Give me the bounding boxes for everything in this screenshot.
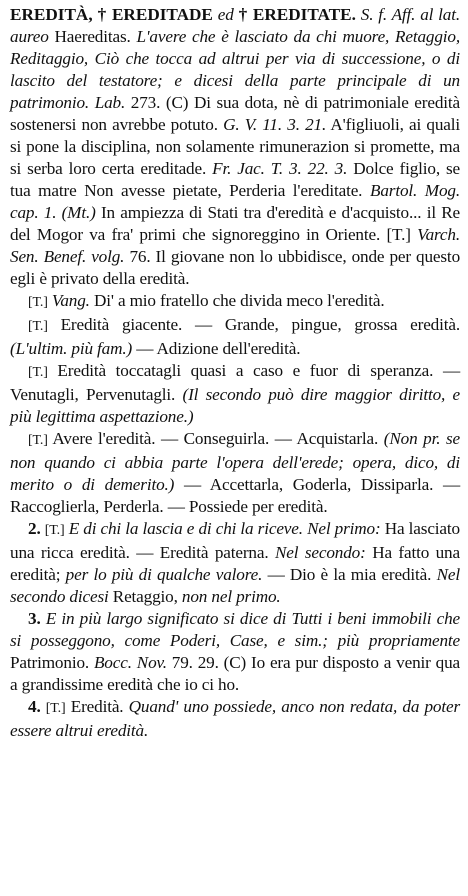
sense-3 xyxy=(10,608,460,696)
paragraph-text: Avere l'eredità. — Conseguirla. — Acquistarla. xyxy=(52,429,379,448)
citation-ref: Bocc. Nov. xyxy=(93,653,167,672)
paragraph-vang xyxy=(10,290,460,314)
paragraph-text: — Adizione dell'eredità. xyxy=(136,339,301,358)
citation-ref: Fr. Jac. T. 3. 22. 3. xyxy=(212,159,348,178)
usage-note: per lo più di qualche valore. xyxy=(65,565,263,584)
paragraph-giacente xyxy=(10,314,460,360)
citation-ref: Vang. xyxy=(51,291,90,310)
sense-text: Patrimonio. xyxy=(10,653,90,672)
definition: L'avere che è lasciato da chi muore, Retaggio, Reditaggio, Ciò che tocca ad altrui per via di successione, o di lascito del testatore; e dicesi della parte principale di un patrimonio. xyxy=(10,27,460,112)
headword: EREDITÀ, † EREDITADE xyxy=(10,5,213,24)
citation-text: Dolce figlio, se tua matre Non avesse pietate, Perderia l'ereditate. xyxy=(10,159,460,200)
sense-text: — Dio è la mia eredità. xyxy=(267,565,432,584)
tommaseo-tag: [T.] xyxy=(28,433,48,448)
sense-intro: E di chi la lascia e di chi la riceve. Nel primo: xyxy=(68,519,381,538)
citation-ref: Varch. Sen. Benef. volg. xyxy=(10,225,460,266)
citation-text: In ampiezza di Stati tra d'eredità e d'acquisto... il Re del Mogor va fra' primi che signoreggino in Oriente. [T.] xyxy=(10,203,460,244)
sense-2 xyxy=(10,518,460,608)
tommaseo-tag: [T.] xyxy=(28,319,48,334)
sense-intro: E in più largo significato si dice di xyxy=(45,609,287,628)
sense-label: Nel secondo dicesi xyxy=(10,565,461,606)
sense-label: Nel secondo: xyxy=(274,543,366,562)
citation-ref: G. V. 11. 3. 21. xyxy=(223,115,327,134)
dictionary-entry xyxy=(10,4,460,742)
paragraph-text: Eredità giacente. — Grande, pingue, grossa eredità. xyxy=(60,315,460,334)
tommaseo-tag: [T.] xyxy=(44,523,65,538)
paragraph-text: Eredità toccatagli quasi a caso e fuor di speranza. — Venutagli, Pervenutagli. xyxy=(10,361,460,404)
citation-text: 273. (C) Di sua dota, nè di patrimoniale eredità sostenersi non avrebbe potuto. xyxy=(10,93,461,134)
tommaseo-tag: [T.] xyxy=(28,365,48,380)
paragraph-text: — Accettarla, Goderla, Dissiparla. — Raccoglierla, Perderla. — Possiede per eredità. xyxy=(10,475,460,516)
usage-note: (Non pr. se non quando ci abbia parte l'opera dell'erede; opera, dico, di merito o di demerito.) xyxy=(10,429,461,494)
sense-number: 3. xyxy=(28,609,41,628)
sense-number: 2. xyxy=(28,519,41,538)
citation-ref: Bartol. Mog. cap. 1. (Mt.) xyxy=(10,181,460,222)
latin-etymon: Haereditas. xyxy=(54,27,131,46)
citation-text: 76. Il giovane non lo ubbidisce, onde per questo egli è privato della eredità. xyxy=(10,247,461,288)
tommaseo-tag: [T.] xyxy=(45,701,66,716)
citation-ref: Lab. xyxy=(94,93,126,112)
sense-text: Retaggio, xyxy=(112,587,178,606)
sense-text: Ha lasciato una ricca eredità. — Eredità paterna. xyxy=(10,519,460,562)
entry-main xyxy=(10,4,460,290)
citation-text: A'figliuoli, ai quali si pone la disciplina, non solamente rimunerazion si promette, ma si serba loro certa ereditade. xyxy=(10,115,461,178)
sense-4 xyxy=(10,696,460,742)
paragraph-text: Di' a mio fratello che divida meco l'eredità. xyxy=(93,291,385,310)
citation-text: 79. 29. (C) Io era pur disposto a venir qua a grandissime eredità che io ci ho. xyxy=(10,653,460,694)
usage-note: non nel primo. xyxy=(181,587,281,606)
paragraph-toccatagli xyxy=(10,360,460,428)
usage-note: (Il secondo può dire maggior diritto, e più legittima aspettazione.) xyxy=(10,385,460,426)
paragraph-avere xyxy=(10,428,460,518)
sense-text: Tutti i beni immobili che si posseggono, come Poderi, Case, xyxy=(10,609,460,650)
grammar-label: S. f. Aff. al lat. aureo xyxy=(10,5,460,46)
usage-note: Quand' uno possiede, anco non redata, da poter essere altrui eredità. xyxy=(10,697,460,740)
sense-text: Ha fatto una eredità; xyxy=(10,543,460,584)
conjunction: ed xyxy=(217,5,234,24)
headword-variant: † EREDITATE. xyxy=(238,5,356,24)
sense-text: Eredità. xyxy=(70,697,124,716)
usage-note: (L'ultim. più fam.) xyxy=(10,339,133,358)
usage-note: e sim.; più propriamente xyxy=(277,631,461,650)
tommaseo-tag: [T.] xyxy=(28,295,48,310)
sense-number: 4. xyxy=(28,697,41,716)
